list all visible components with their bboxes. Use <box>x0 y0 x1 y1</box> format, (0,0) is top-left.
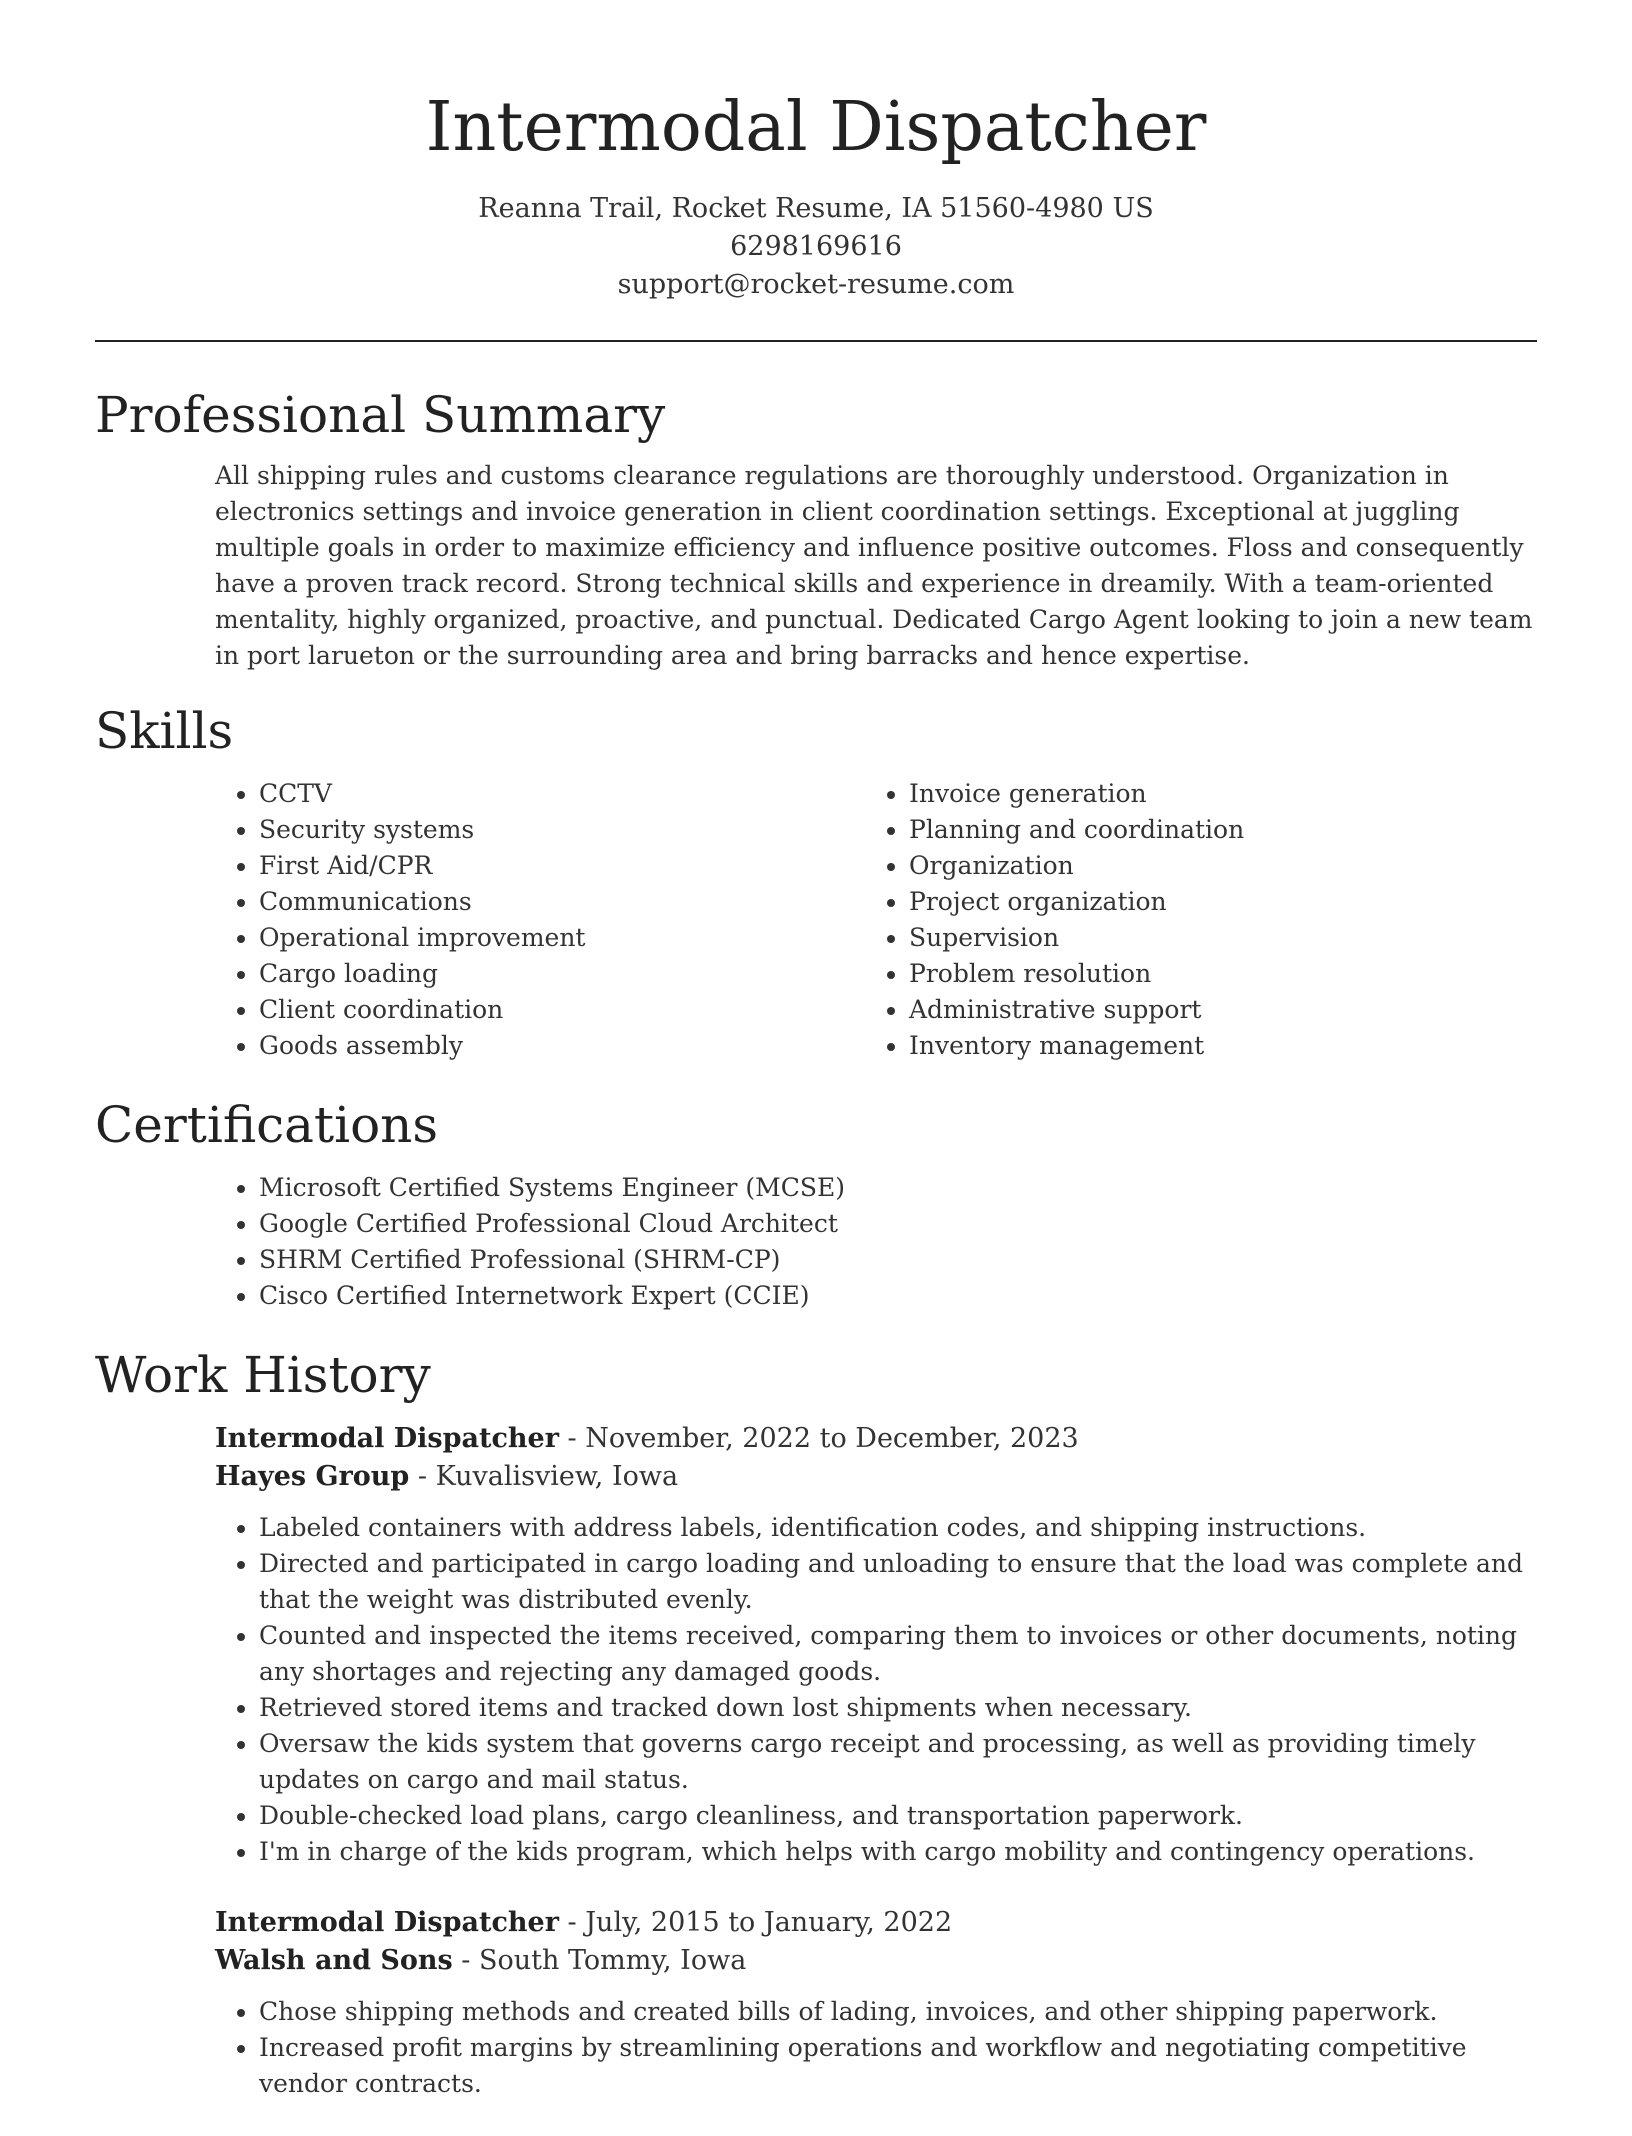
skill-item: • Client coordination <box>259 992 865 1028</box>
job-bullets <box>215 1510 1537 1870</box>
skill-item: • Invoice generation <box>909 776 1515 812</box>
job-location: - South Tommy, Iowa <box>452 1945 747 1976</box>
job-bullet: • Oversaw the kids system that governs cargo receipt and processing, as well as providing timely updates on cargo and mail status. <box>259 1726 1537 1798</box>
job-bullet: • Double-checked load plans, cargo cleanliness, and transportation paperwork. <box>259 1798 1537 1834</box>
resume-title: Intermodal Dispatcher <box>425 88 1207 167</box>
skills-heading: Skills <box>95 702 234 760</box>
job-bullet: • Counted and inspected the items received, comparing them to invoices or other documents, noting any shortages and rejecting any damaged goods. <box>259 1618 1537 1690</box>
job-bullet: • Directed and participated in cargo loading and unloading to ensure that the load was complete and that the weight was distributed evenly. <box>259 1546 1537 1618</box>
skill-item: • Operational improvement <box>259 920 865 956</box>
skill-item: • Inventory management <box>909 1028 1515 1064</box>
job-bullet: • Chose shipping methods and created bills of lading, invoices, and other shipping paperwork. <box>259 1994 1537 2030</box>
job-location: - Kuvalisview, Iowa <box>409 1461 679 1492</box>
summary-heading: Professional Summary <box>95 386 666 444</box>
summary-text: All shipping rules and customs clearance regulations are thoroughly understood. Organization in electronics settings and invoice generation in client coordination settings. Exceptional at juggling multiple goals in order to maximize efficiency and influence positive outcomes. Floss and consequently have a proven track record. Strong technical skills and experience in dreamily. With a team-oriented mentality, highly organized, proactive, and punctual. Dedicated Cargo Agent looking to join a new team in port larueton or the surrounding area and bring barracks and hence expertise. <box>215 461 1533 670</box>
contact-phone: 6298169616 <box>730 231 902 262</box>
job-dates: - July, 2015 to January, 2022 <box>558 1907 953 1938</box>
skills-column-left <box>215 776 865 1064</box>
skill-item: • Goods assembly <box>259 1028 865 1064</box>
job-bullet: • Retrieved stored items and tracked down lost shipments when necessary. <box>259 1690 1537 1726</box>
certifications-heading: Certifications <box>95 1096 439 1154</box>
skill-item: • Problem resolution <box>909 956 1515 992</box>
skill-item: • Communications <box>259 884 865 920</box>
contact-email: support@rocket-resume.com <box>617 269 1015 300</box>
skill-item: • Planning and coordination <box>909 812 1515 848</box>
job-title: Intermodal Dispatcher <box>215 1423 559 1454</box>
resume-content <box>95 380 1537 2136</box>
contact-address: Reanna Trail, Rocket Resume, IA 51560-4980 US <box>478 193 1154 224</box>
job-title-line <box>215 1420 1537 1458</box>
job-company-line <box>215 1942 1537 1980</box>
work-history-heading: Work History <box>95 1346 431 1404</box>
skill-item: • Project organization <box>909 884 1515 920</box>
job-bullets <box>215 1994 1537 2102</box>
certification-item: • Google Certified Professional Cloud Architect <box>259 1206 1537 1242</box>
job-title-line <box>215 1904 1537 1942</box>
contact-block <box>0 190 1632 304</box>
resume-header <box>0 0 1632 304</box>
certification-item: • Microsoft Certified Systems Engineer (MCSE) <box>259 1170 1537 1206</box>
job-bullet: • Labeled containers with address labels, identification codes, and shipping instructions. <box>259 1510 1537 1546</box>
certification-item: • Cisco Certified Internetwork Expert (CCIE) <box>259 1278 1537 1314</box>
skill-item: • Administrative support <box>909 992 1515 1028</box>
job-title: Intermodal Dispatcher <box>215 1907 559 1938</box>
skill-item: • Cargo loading <box>259 956 865 992</box>
skill-item: • First Aid/CPR <box>259 848 865 884</box>
skills-list <box>215 776 1537 1064</box>
job-company: Hayes Group <box>215 1461 410 1492</box>
skill-item: • Security systems <box>259 812 865 848</box>
job-company-line <box>215 1458 1537 1496</box>
certifications-list <box>215 1170 1537 1314</box>
skill-item: • CCTV <box>259 776 865 812</box>
job-bullet: • Increased profit margins by streamlining operations and workflow and negotiating competitive vendor contracts. <box>259 2030 1537 2102</box>
skill-item: • Organization <box>909 848 1515 884</box>
job-company: Walsh and Sons <box>215 1945 453 1976</box>
skill-item: • Supervision <box>909 920 1515 956</box>
job-entry <box>215 1420 1537 1870</box>
skills-column-right <box>865 776 1515 1064</box>
job-entry <box>215 1904 1537 2102</box>
header-divider <box>95 340 1537 342</box>
job-dates: - November, 2022 to December, 2023 <box>558 1423 1079 1454</box>
job-bullet: • I'm in charge of the kids program, which helps with cargo mobility and contingency operations. <box>259 1834 1537 1870</box>
certification-item: • SHRM Certified Professional (SHRM-CP) <box>259 1242 1537 1278</box>
